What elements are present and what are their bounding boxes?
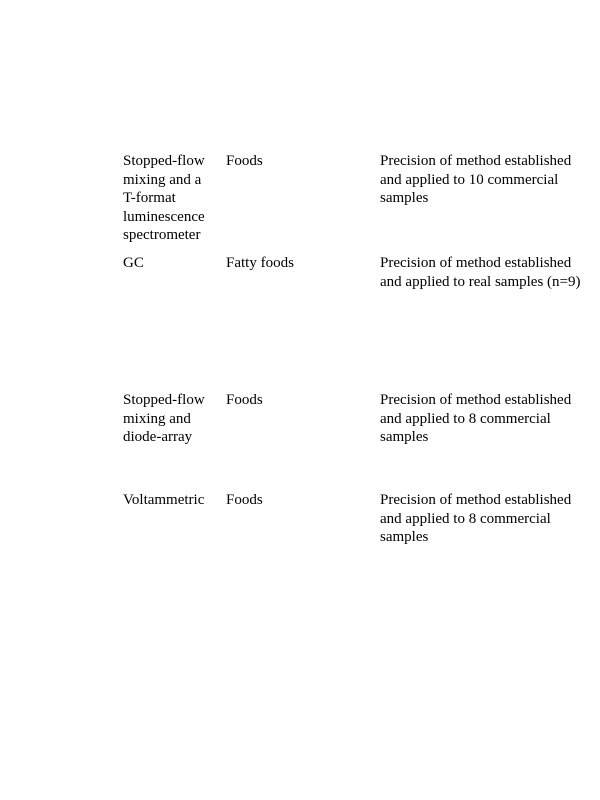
method-cell: Stopped-flow mixing and diode-array bbox=[123, 392, 205, 445]
remarks-cell: Precision of method established and applied to 8 commercial samples bbox=[380, 392, 572, 445]
method-cell: Voltammetric bbox=[123, 492, 205, 508]
matrix-cell: Fatty foods bbox=[226, 255, 294, 271]
matrix-cell: Foods bbox=[226, 492, 263, 508]
remarks-cell: Precision of method established and applied to 10 commercial samples bbox=[380, 153, 572, 206]
remarks-cell: Precision of method established and applied to 8 commercial samples bbox=[380, 492, 572, 545]
method-cell: GC bbox=[123, 255, 144, 271]
matrix-cell: Foods bbox=[226, 153, 263, 169]
method-cell: Stopped-flow mixing and a T-format luminescence spectrometer bbox=[123, 153, 205, 243]
remarks-cell: Precision of method established and applied to real samples (n=9) bbox=[380, 255, 581, 290]
matrix-cell: Foods bbox=[226, 392, 263, 408]
